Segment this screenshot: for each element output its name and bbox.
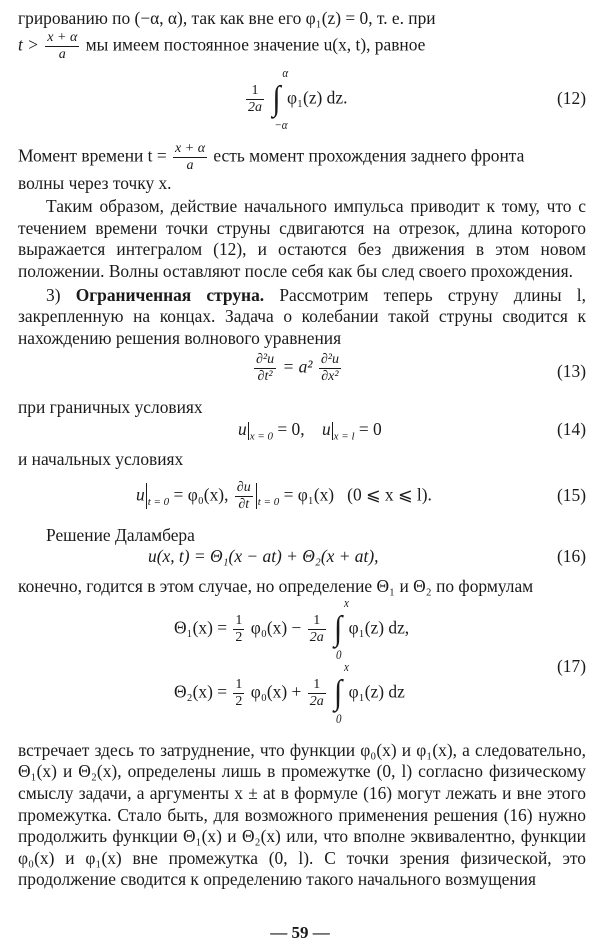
section-number: 3) — [46, 284, 61, 305]
paragraph-2-lead: Момент времени t = — [18, 145, 167, 166]
paragraph-7: Решение Даламбера — [46, 524, 195, 545]
eq13-lhs: $\frac{\text{∂²u}}{\text{∂t²}}$ — [256, 352, 275, 385]
integral-sign: ∫ x 0 — [334, 661, 349, 727]
eq12-coefficient: $\frac{1}{2a}$ — [248, 82, 262, 115]
paragraph-2-tail: есть момент прохождения заднего фронта — [213, 145, 525, 166]
equation-number-17: (17) — [557, 655, 586, 676]
integral-sign: ∫ x 0 — [334, 597, 349, 663]
equation-number-16: (16) — [557, 546, 586, 567]
eq14-sub-2: x = l — [333, 430, 355, 443]
eq15-rhs-2: = φ₁(x) — [283, 484, 335, 505]
paragraph-1-tail: мы имеем постоянное значение u(x, t), равное — [85, 34, 426, 55]
eq13-middle: = a² — [282, 356, 313, 377]
eq14-value-1: = 0, — [277, 418, 305, 439]
eq17-row1-lhs: Θ₁(x) = — [174, 617, 228, 638]
page-number: — 59 — — [270, 923, 330, 942]
eq17-row2-tail: φ₁(z) dz — [348, 681, 405, 702]
equation-17 — [18, 598, 586, 736]
equation-13 — [18, 349, 586, 395]
eq17-row1-tail: φ₁(z) dz, — [348, 617, 410, 638]
fraction-x-plus-alpha-over-a: $\frac{x + \alpha}{a}$ — [47, 29, 78, 62]
section-heading: Ограниченная струна. — [75, 284, 265, 305]
eq12-integrand: φ₁(z) dz. — [286, 87, 348, 108]
eq15-rhs-1: = φ₀(x), — [173, 484, 229, 505]
eq17-row1-mid: φ₀(x) − — [250, 617, 302, 638]
eq17-row-2 — [174, 661, 405, 727]
eq13-rhs: $\frac{\text{∂²u}}{\text{∂x²}}$ — [320, 352, 339, 385]
eq15-sub-1: t = 0 — [147, 495, 170, 508]
equation-14 — [18, 419, 586, 445]
eq17-row2-mid: φ₀(x) + — [250, 681, 302, 702]
equation-16 — [18, 546, 586, 570]
equation-number-14: (14) — [557, 418, 586, 439]
eq16-body: u(x, t) = Θ₁(x − at) + Θ₂(x + at), — [148, 546, 379, 567]
eq17-row2-coef-1: $\frac{1}{2}$ — [235, 676, 243, 709]
paragraph-1-line-1: грированию по (−α, α), так как вне его φ₁(z) = 0, т. е. при — [18, 8, 436, 28]
equation-number-12: (12) — [557, 87, 586, 108]
equation-12 — [18, 62, 586, 140]
fraction-moment: $\frac{x + \alpha}{a}$ — [175, 140, 206, 173]
paragraph-6: и начальных условиях — [18, 448, 184, 469]
eq15-derivative: $\frac{\partial u}{\partial t}$ — [236, 479, 251, 512]
paragraph-3: Таким образом, действие начального импульса приводит к тому, что с течением времени точки струны сдвигаются на отрезок, длина которого выражается интегралом (12), и остаются без движения в этом новом положении. Волны оставляют после себя как бы след своего прохождения. — [18, 196, 586, 281]
paragraph-4 — [18, 285, 586, 350]
equation-number-13: (13) — [557, 361, 586, 382]
equation-15 — [18, 471, 586, 523]
eq17-row-1 — [174, 597, 410, 663]
integral-sign: ∫ α −α — [272, 66, 289, 133]
eq14-u-2: u — [321, 418, 331, 439]
paragraph-2-line-2: волны через точку x. — [18, 172, 172, 193]
eq14-value-2: = 0 — [358, 418, 382, 439]
eq15-u: u — [136, 484, 145, 505]
eq17-row2-coef-2: $\frac{1}{2a}$ — [309, 676, 324, 709]
equation-number-15: (15) — [557, 484, 586, 505]
page-body — [18, 8, 586, 891]
paragraph-9: встречает здесь то затруднение, что функции φ₀(x) и φ₁(x), а следовательно, Θ₁(x) и Θ₂(x), определены лишь в промежутке (0, l) согласно физическому смыслу задачи, а аргументы x ± at в формуле (16) могут лежать и вне этого промежутка. Стало быть, для возможного применения решения (16) нужно продолжить функции Θ₁(x) и Θ₂(x) или, что вполне эквивалентно, функции φ₀(x) и φ₁(x) вне промежутка (0, l). С точки зрения физической, это продолжение сводится к определению такого начального возмущения — [18, 739, 586, 890]
eq14-sub-1: x = 0 — [249, 430, 274, 443]
paragraph-8: конечно, годится в этом случае, но определение Θ₁ и Θ₂ по формулам — [18, 576, 534, 597]
section-text: Рассмотрим теперь струну длины l, закрепленную на концах. Задача о колебании такой струны сводится к нахождению решения волнового уравнения — [18, 284, 586, 348]
paragraph-5: при граничных условиях — [18, 397, 203, 418]
eq17-row2-lhs: Θ₂(x) = — [174, 681, 228, 702]
eq15-condition: (0 ⩽ x ⩽ l). — [347, 484, 432, 505]
eq17-row1-coef-2: $\frac{1}{2a}$ — [309, 612, 324, 645]
eq17-row1-coef-1: $\frac{1}{2}$ — [235, 612, 243, 645]
eq14-u-1: u — [238, 418, 247, 439]
eq15-sub-2: t = 0 — [257, 495, 280, 508]
inequality-lhs: t > — [18, 34, 39, 55]
paragraph-1-line-2 — [18, 31, 586, 62]
paragraph-2-line-1 — [18, 142, 586, 173]
